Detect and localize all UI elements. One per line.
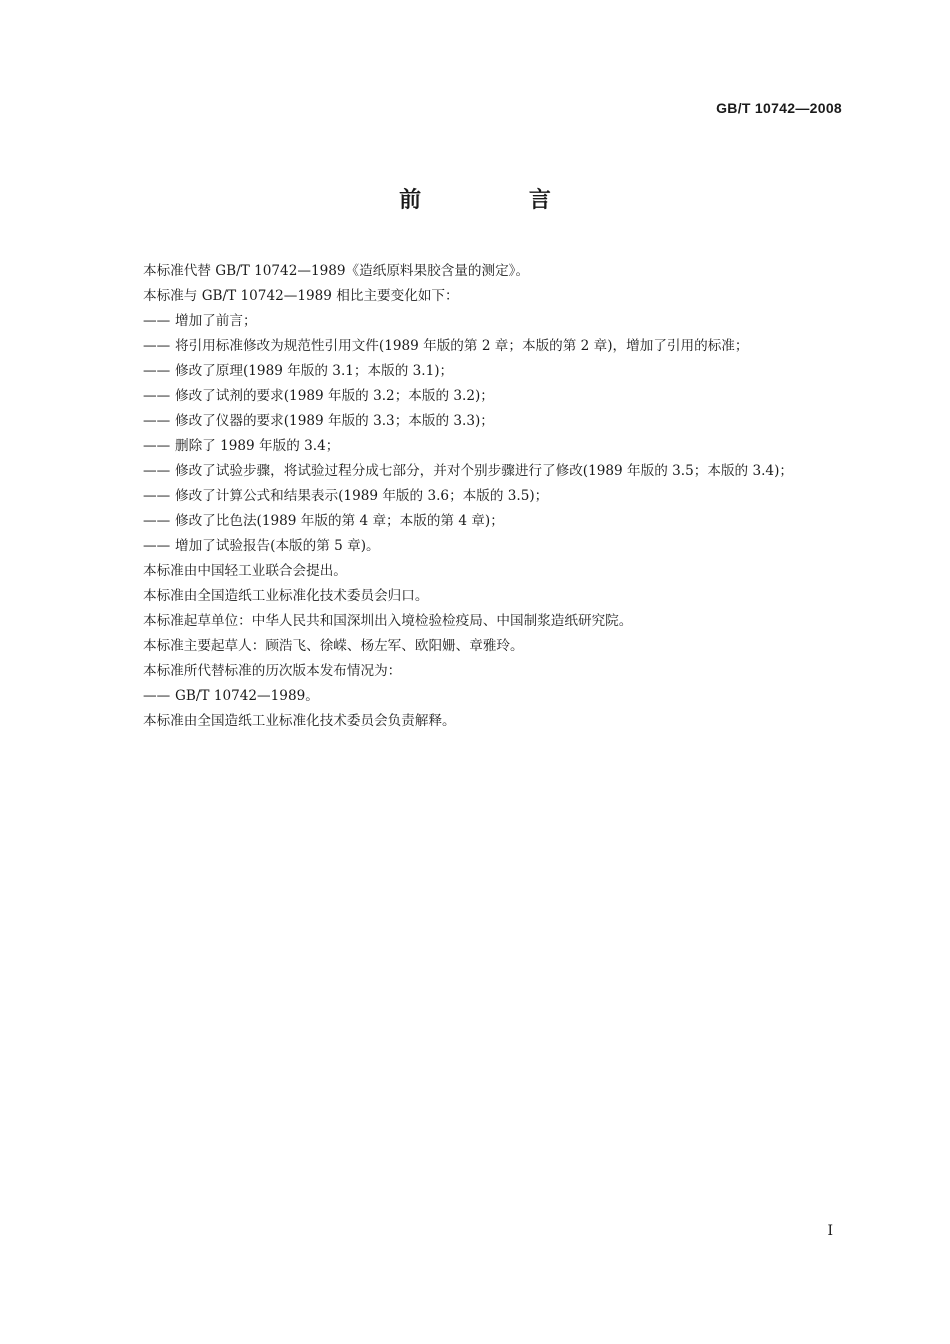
page-title: 前 言 xyxy=(399,188,601,213)
change-item: —— 将引用标准修改为规范性引用文件(1989 年版的第 2 章；本版的第 2 章)，增加了引用的标准； xyxy=(143,334,843,359)
paragraph-interpretation: 本标准由全国造纸工业标准化技术委员会负责解释。 xyxy=(143,713,456,729)
change-item: —— 修改了试剂的要求(1989 年版的 3.2；本版的 3.2)； xyxy=(143,384,843,409)
change-item: —— 修改了仪器的要求(1989 年版的 3.3；本版的 3.3)； xyxy=(143,409,843,434)
dash-symbol: —— xyxy=(143,688,171,704)
paragraph-proposed-by: 本标准由中国轻工业联合会提出。 xyxy=(143,563,347,579)
page-number: I xyxy=(827,1223,833,1239)
paragraph-drafters: 本标准主要起草人：顾浩飞、徐嵘、杨左军、欧阳姗、章雅玲。 xyxy=(143,638,524,654)
paragraph-centralized-by: 本标准由全国造纸工业标准化技术委员会归口。 xyxy=(143,588,429,604)
dash-symbol: —— xyxy=(143,338,171,354)
foreword-body xyxy=(143,259,843,734)
change-item: —— 修改了比色法(1989 年版的第 4 章；本版的第 4 章)； xyxy=(143,509,843,534)
paragraph-drafting-units: 本标准起草单位：中华人民共和国深圳出入境检验检疫局、中国制浆造纸研究院。 xyxy=(143,613,633,629)
change-item: —— 删除了 1989 年版的 3.4； xyxy=(143,434,843,459)
paragraph-history-intro: 本标准所代替标准的历次版本发布情况为： xyxy=(143,663,402,679)
change-item: —— 修改了原理(1989 年版的 3.1；本版的 3.1)； xyxy=(143,359,843,384)
paragraph-replaces: 本标准代替 GB/T 10742—1989《造纸原料果胶含量的测定》。 xyxy=(143,263,530,279)
paragraph-changes-intro: 本标准与 GB/T 10742—1989 相比主要变化如下： xyxy=(143,288,459,304)
dash-symbol: —— xyxy=(143,313,171,329)
change-item: —— 增加了前言； xyxy=(143,309,843,334)
dash-symbol: —— xyxy=(143,488,171,504)
dash-symbol: —— xyxy=(143,513,171,529)
dash-symbol: —— xyxy=(143,388,171,404)
change-item: —— 修改了试验步骤，将试验过程分成七部分，并对个别步骤进行了修改(1989 年版的 3.5；本版的 3.4)； xyxy=(143,459,843,484)
dash-symbol: —— xyxy=(143,438,171,454)
dash-symbol: —— xyxy=(143,363,171,379)
history-item: —— GB/T 10742—1989。 xyxy=(143,684,843,709)
change-item: —— 修改了计算公式和结果表示(1989 年版的 3.6；本版的 3.5)； xyxy=(143,484,843,509)
dash-symbol: —— xyxy=(143,413,171,429)
dash-symbol: —— xyxy=(143,538,171,554)
dash-symbol: —— xyxy=(143,463,171,479)
change-item: —— 增加了试验报告(本版的第 5 章)。 xyxy=(143,534,843,559)
standard-code-header: GB/T 10742—2008 xyxy=(716,100,842,116)
